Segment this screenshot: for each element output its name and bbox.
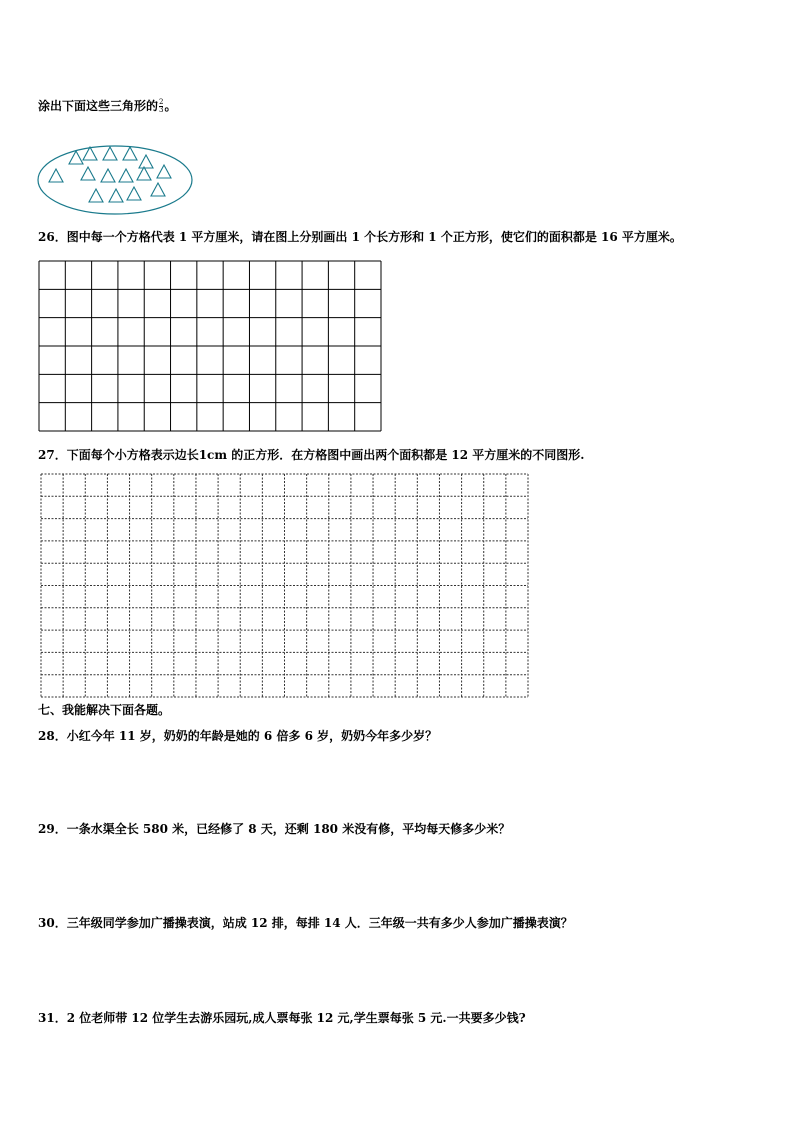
triangle-shape[interactable] bbox=[69, 151, 83, 164]
fraction-denominator: 3 bbox=[159, 106, 164, 114]
triangle-shape[interactable] bbox=[123, 147, 137, 160]
question-31-text: 31．2 位老师带 12 位学生去游乐园玩,成人票每张 12 元,学生票每张 5 元.一共要多少钱? bbox=[38, 1011, 526, 1025]
triangle-shape[interactable] bbox=[81, 167, 95, 180]
dotted-grid-q27[interactable] bbox=[40, 473, 529, 698]
fraction-numerator: 2 bbox=[159, 98, 164, 106]
triangle-shape[interactable] bbox=[89, 189, 103, 202]
triangles-oval-figure bbox=[36, 142, 196, 218]
triangle-shape[interactable] bbox=[109, 189, 123, 202]
triangle-shape[interactable] bbox=[151, 183, 165, 196]
question-26-text: 26．图中每一个方格代表 1 平方厘米，请在图上分别画出 1 个长方形和 1 个正方形，使它们的面积都是 16 平方厘米。 bbox=[38, 230, 682, 244]
triangle-shape[interactable] bbox=[137, 167, 151, 180]
triangle-shape[interactable] bbox=[49, 169, 63, 182]
triangle-shape[interactable] bbox=[139, 155, 153, 168]
triangle-group bbox=[49, 147, 171, 202]
section-7-heading: 七、我能解决下面各题。 bbox=[38, 703, 171, 717]
question-29-text: 29．一条水渠全长 580 米，已经修了 8 天，还剩 180 米没有修，平均每天修多少米？ bbox=[38, 822, 511, 836]
question-30-text: 30．三年级同学参加广播操表演，站成 12 排，每排 14 人．三年级一共有多少人参加广播操表演？ bbox=[38, 916, 573, 930]
q25-text-after: 。 bbox=[164, 99, 177, 113]
triangle-shape[interactable] bbox=[127, 187, 141, 200]
triangle-shape[interactable] bbox=[119, 169, 133, 182]
question-28-text: 28．小红今年 11 岁，奶奶的年龄是她的 6 倍多 6 岁，奶奶今年多少岁？ bbox=[38, 729, 438, 743]
q25-text-before: 涂出下面这些三角形的 bbox=[38, 99, 159, 113]
question-25-text bbox=[38, 98, 177, 114]
triangle-shape[interactable] bbox=[101, 169, 115, 182]
fraction-two-thirds bbox=[159, 99, 163, 114]
question-27-text: 27．下面每个小方格表示边长1cm 的正方形．在方格图中画出两个面积都是 12 平方厘米的不同图形. bbox=[38, 448, 585, 462]
triangle-shape[interactable] bbox=[103, 147, 117, 160]
square-grid-q26[interactable] bbox=[38, 260, 382, 432]
triangle-shape[interactable] bbox=[157, 165, 171, 178]
